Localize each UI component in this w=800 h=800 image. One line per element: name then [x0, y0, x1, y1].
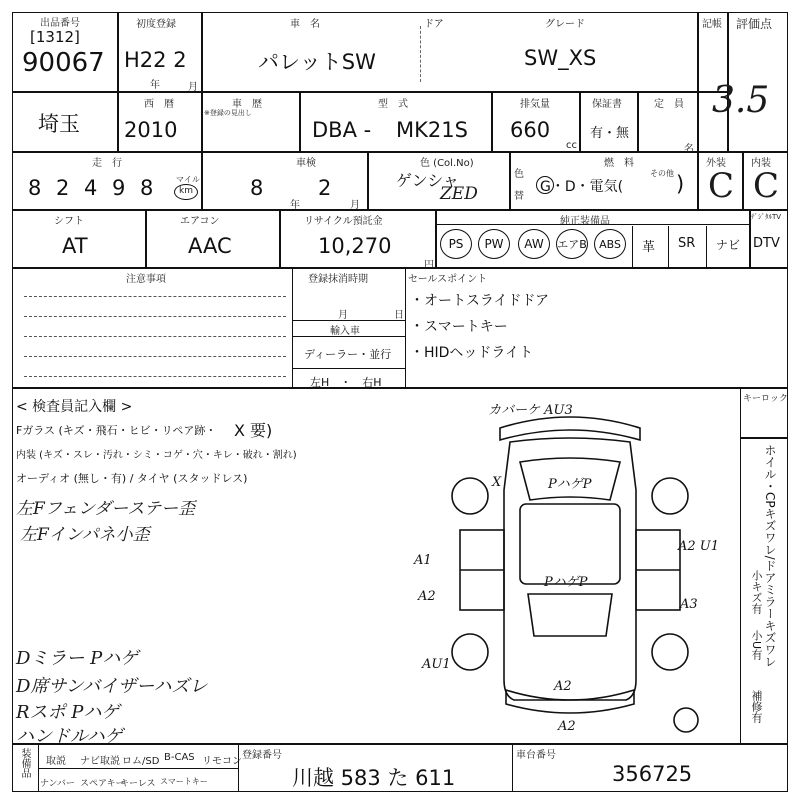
recycle-label: リサイクル預託金 [304, 216, 383, 227]
score-label: 評価点 [736, 17, 773, 31]
first-reg-value: H22 2 [124, 48, 187, 72]
mileage-digit-3: 4 [84, 176, 98, 200]
key-lock-label: キーロック [743, 394, 788, 404]
aircon-value: AAC [188, 234, 232, 258]
fuel-label: 燃 料 [604, 158, 634, 169]
chassis-label: 車台番号 [516, 750, 556, 761]
model-value: MK21S [396, 118, 468, 142]
mileage-digit-4: 9 [112, 176, 126, 200]
sales-point-3: ・HIDヘッドライト [410, 345, 534, 361]
mileage-digit-1: 8 [28, 176, 42, 200]
fuel-value: G・D・電気( [540, 179, 624, 195]
mark-left-front: A1 [414, 553, 432, 568]
import-label: 輸入車 [330, 326, 360, 337]
acc-bcas: B-CAS [164, 752, 195, 763]
plate-value: 川越 583 た 611 [292, 766, 456, 790]
equipment-pw: PW [478, 229, 510, 259]
inspection-cell [202, 152, 368, 210]
hybrid-label: 記帳 [702, 19, 722, 30]
displacement-unit: cc [566, 140, 577, 151]
year-value: 2010 [124, 118, 178, 142]
equipment-label: 純正装備品 [560, 216, 610, 227]
color-change-label: 色替 [514, 169, 524, 202]
sales-point-1: ・オートスライドドア [410, 293, 550, 309]
inspection-month: 2 [318, 176, 332, 200]
side-item-2: 小U有 [750, 630, 763, 661]
plate-label: 登録番号 [242, 750, 282, 761]
reg-day-label: 日 [394, 310, 404, 321]
caution-line-3 [24, 336, 286, 337]
first-reg-label: 初度登録 [136, 19, 176, 30]
footer-div-c [512, 744, 513, 792]
inspector-title: < 検査員記入欄 > [16, 399, 133, 415]
car-name-value: パレットSW [258, 50, 376, 74]
door-label: ドア [424, 19, 444, 30]
color-code: ZED [440, 184, 478, 204]
warranty-label: 保証書 [592, 99, 622, 110]
equipment-leather: 革 [642, 240, 656, 255]
acc-manual: 取説 [46, 756, 66, 767]
shift-value: AT [62, 234, 88, 258]
caution-label: 注意事項 [126, 274, 166, 285]
glass-mark: X 要) [234, 421, 273, 440]
acc-spare-key: スペアキー [80, 779, 125, 789]
wheel-rl [452, 634, 488, 670]
first-reg-month-unit: 月 [188, 82, 198, 93]
tv-value: DTV [753, 236, 780, 251]
mileage-digit-5: 8 [140, 176, 154, 200]
mark-rear-bumper: A2 [554, 679, 572, 694]
inspection-label: 車検 [296, 158, 316, 169]
mileage-label: 走 行 [92, 158, 122, 169]
side-item-3: 補修有 [750, 690, 763, 723]
equipment-aw: AW [518, 229, 550, 259]
mark-rear: PハゲP [544, 575, 588, 590]
year-label: 西 暦 [144, 99, 174, 110]
mark-x: X [492, 475, 502, 490]
equipment-ps: PS [440, 229, 472, 259]
reg-line [292, 320, 406, 321]
equipment-header-line [436, 224, 750, 225]
sales-label: セールスポイント [408, 274, 488, 285]
caution-line-5 [24, 376, 286, 377]
interior-label: 内装 [751, 158, 771, 169]
lot-number: 90067 [22, 48, 105, 78]
first-reg-year-unit: 年 [150, 80, 160, 91]
wheel-fl [452, 478, 488, 514]
glass-line: Fガラス (キズ・飛石・ヒビ・リペア跡・ [16, 424, 217, 437]
wheel-rr [652, 634, 688, 670]
mileage-unit-mile: マイル [176, 175, 200, 184]
note-6: ハンドルハゲ [16, 726, 123, 747]
lot-code: [1312] [30, 28, 80, 46]
note-1: 左Fフェンダーステー歪 [16, 499, 196, 519]
model-prefix: DBA - [312, 118, 372, 142]
color-value: ゲンシャ [396, 171, 459, 190]
recycle-unit: 円 [424, 260, 434, 271]
displacement-value: 660 [510, 118, 551, 142]
history-note: ※登録の見出し [204, 109, 252, 117]
audio-line: オーディオ (無し・有) / タイヤ (スタッドレス) [16, 472, 248, 485]
equipment-div1 [632, 226, 633, 268]
recycle-value: 10,270 [318, 234, 392, 258]
acc-smart-key: スマートキー [160, 777, 208, 786]
inspection-month-unit: 月 [350, 200, 360, 211]
reg-month-label: 月 [338, 310, 348, 321]
footer-div-b [238, 744, 239, 792]
sales-point-2: ・スマートキー [410, 319, 508, 335]
rear-window [528, 594, 612, 636]
warranty-value: 有・無 [590, 126, 630, 141]
interior-line: 内装 (キズ・スレ・汚れ・シミ・コゲ・穴・キレ・破れ・割れ) [16, 450, 297, 461]
lot-label: 出品番号 [40, 18, 80, 29]
inspection-year: 8 [250, 176, 264, 200]
footer-mid [38, 768, 238, 769]
hybrid-cell-2 [698, 92, 728, 152]
shift-label: シフト [54, 216, 84, 227]
mark-left-rear: A2 [418, 589, 436, 604]
acc-keyless: キーレス [120, 779, 156, 789]
region-value: 埼玉 [38, 112, 80, 136]
acc-plate: ナンバー [40, 779, 75, 789]
front-bumper [500, 417, 640, 440]
note-5: Rスポ Pハゲ [16, 702, 120, 723]
note-2: 左Fインパネ小歪 [20, 525, 150, 545]
model-label: 型 式 [378, 99, 408, 110]
side-vertical-text: ホイル・CPキズワレ/ドアミラーキズワレ [763, 444, 777, 668]
tv-label: ﾃﾞｼﾞﾀﾙTV [751, 213, 782, 221]
accessories-label: 装備品 [19, 748, 30, 778]
dealer-line [292, 368, 406, 369]
equipment-sunroof: SR [678, 236, 696, 251]
inspection-year-unit: 年 [290, 200, 300, 211]
acc-navi-manual: ナビ取説 [80, 756, 120, 767]
displacement-label: 排気量 [520, 99, 550, 110]
equipment-airbag: エアB [556, 229, 588, 259]
wheel-fr [652, 478, 688, 514]
exterior-label: 外装 [706, 158, 726, 169]
interior-value: C [753, 166, 780, 206]
roof [520, 504, 620, 584]
acc-rom: ロム/SD [122, 756, 160, 767]
chassis-value: 356725 [612, 762, 693, 786]
steering-value: 左H ・ 右H [310, 376, 382, 389]
equipment-div3 [706, 226, 707, 268]
exterior-value: C [708, 166, 735, 206]
history-label: 車 歴 [232, 99, 262, 110]
caution-line-1 [24, 296, 286, 297]
mark-front: カバーケ AU3 [488, 403, 573, 418]
car-name-label: 車 名 [290, 19, 320, 30]
grade-value: SW_XS [524, 46, 597, 70]
capacity-unit: 名 [684, 144, 694, 155]
car-diagram [414, 400, 720, 740]
equipment-navi: ナビ [716, 238, 741, 252]
dealer-value: ディーラー・並行 [304, 348, 392, 361]
mileage-unit-km: km [179, 186, 193, 196]
equipment-div2 [668, 226, 669, 268]
score-value: 3.5 [712, 80, 770, 121]
grade-label: グレード [545, 19, 585, 30]
note-4: D席サンバイザーハズレ [16, 676, 208, 697]
car-name-divider [420, 26, 422, 82]
mark-right-rear: A3 [680, 597, 698, 612]
import-line [292, 336, 406, 337]
reg-period-label: 登録抹消時期 [308, 274, 368, 285]
aircon-label: エアコン [180, 216, 220, 227]
equipment-abs: ABS [594, 229, 626, 259]
fuel-close: ) [676, 172, 685, 196]
mark-right: A2 U1 [678, 539, 720, 554]
mark-left-bottom: AU1 [422, 657, 451, 672]
mileage-digit-2: 2 [56, 176, 70, 200]
fuel-other-label: その他 [650, 169, 674, 178]
note-3: Dミラー Pハゲ [16, 648, 139, 669]
spare-tire [674, 708, 698, 732]
mark-hood: PハゲP [548, 477, 592, 492]
color-label: 色 (Col.No) [420, 158, 474, 169]
mark-rear-bottom: A2 [558, 719, 576, 734]
caution-line-2 [24, 316, 286, 317]
side-item-1: 小キズ有 [750, 570, 763, 614]
capacity-label: 定 員 [654, 99, 684, 110]
caution-line-4 [24, 356, 286, 357]
acc-remote: リモコン [202, 756, 242, 767]
